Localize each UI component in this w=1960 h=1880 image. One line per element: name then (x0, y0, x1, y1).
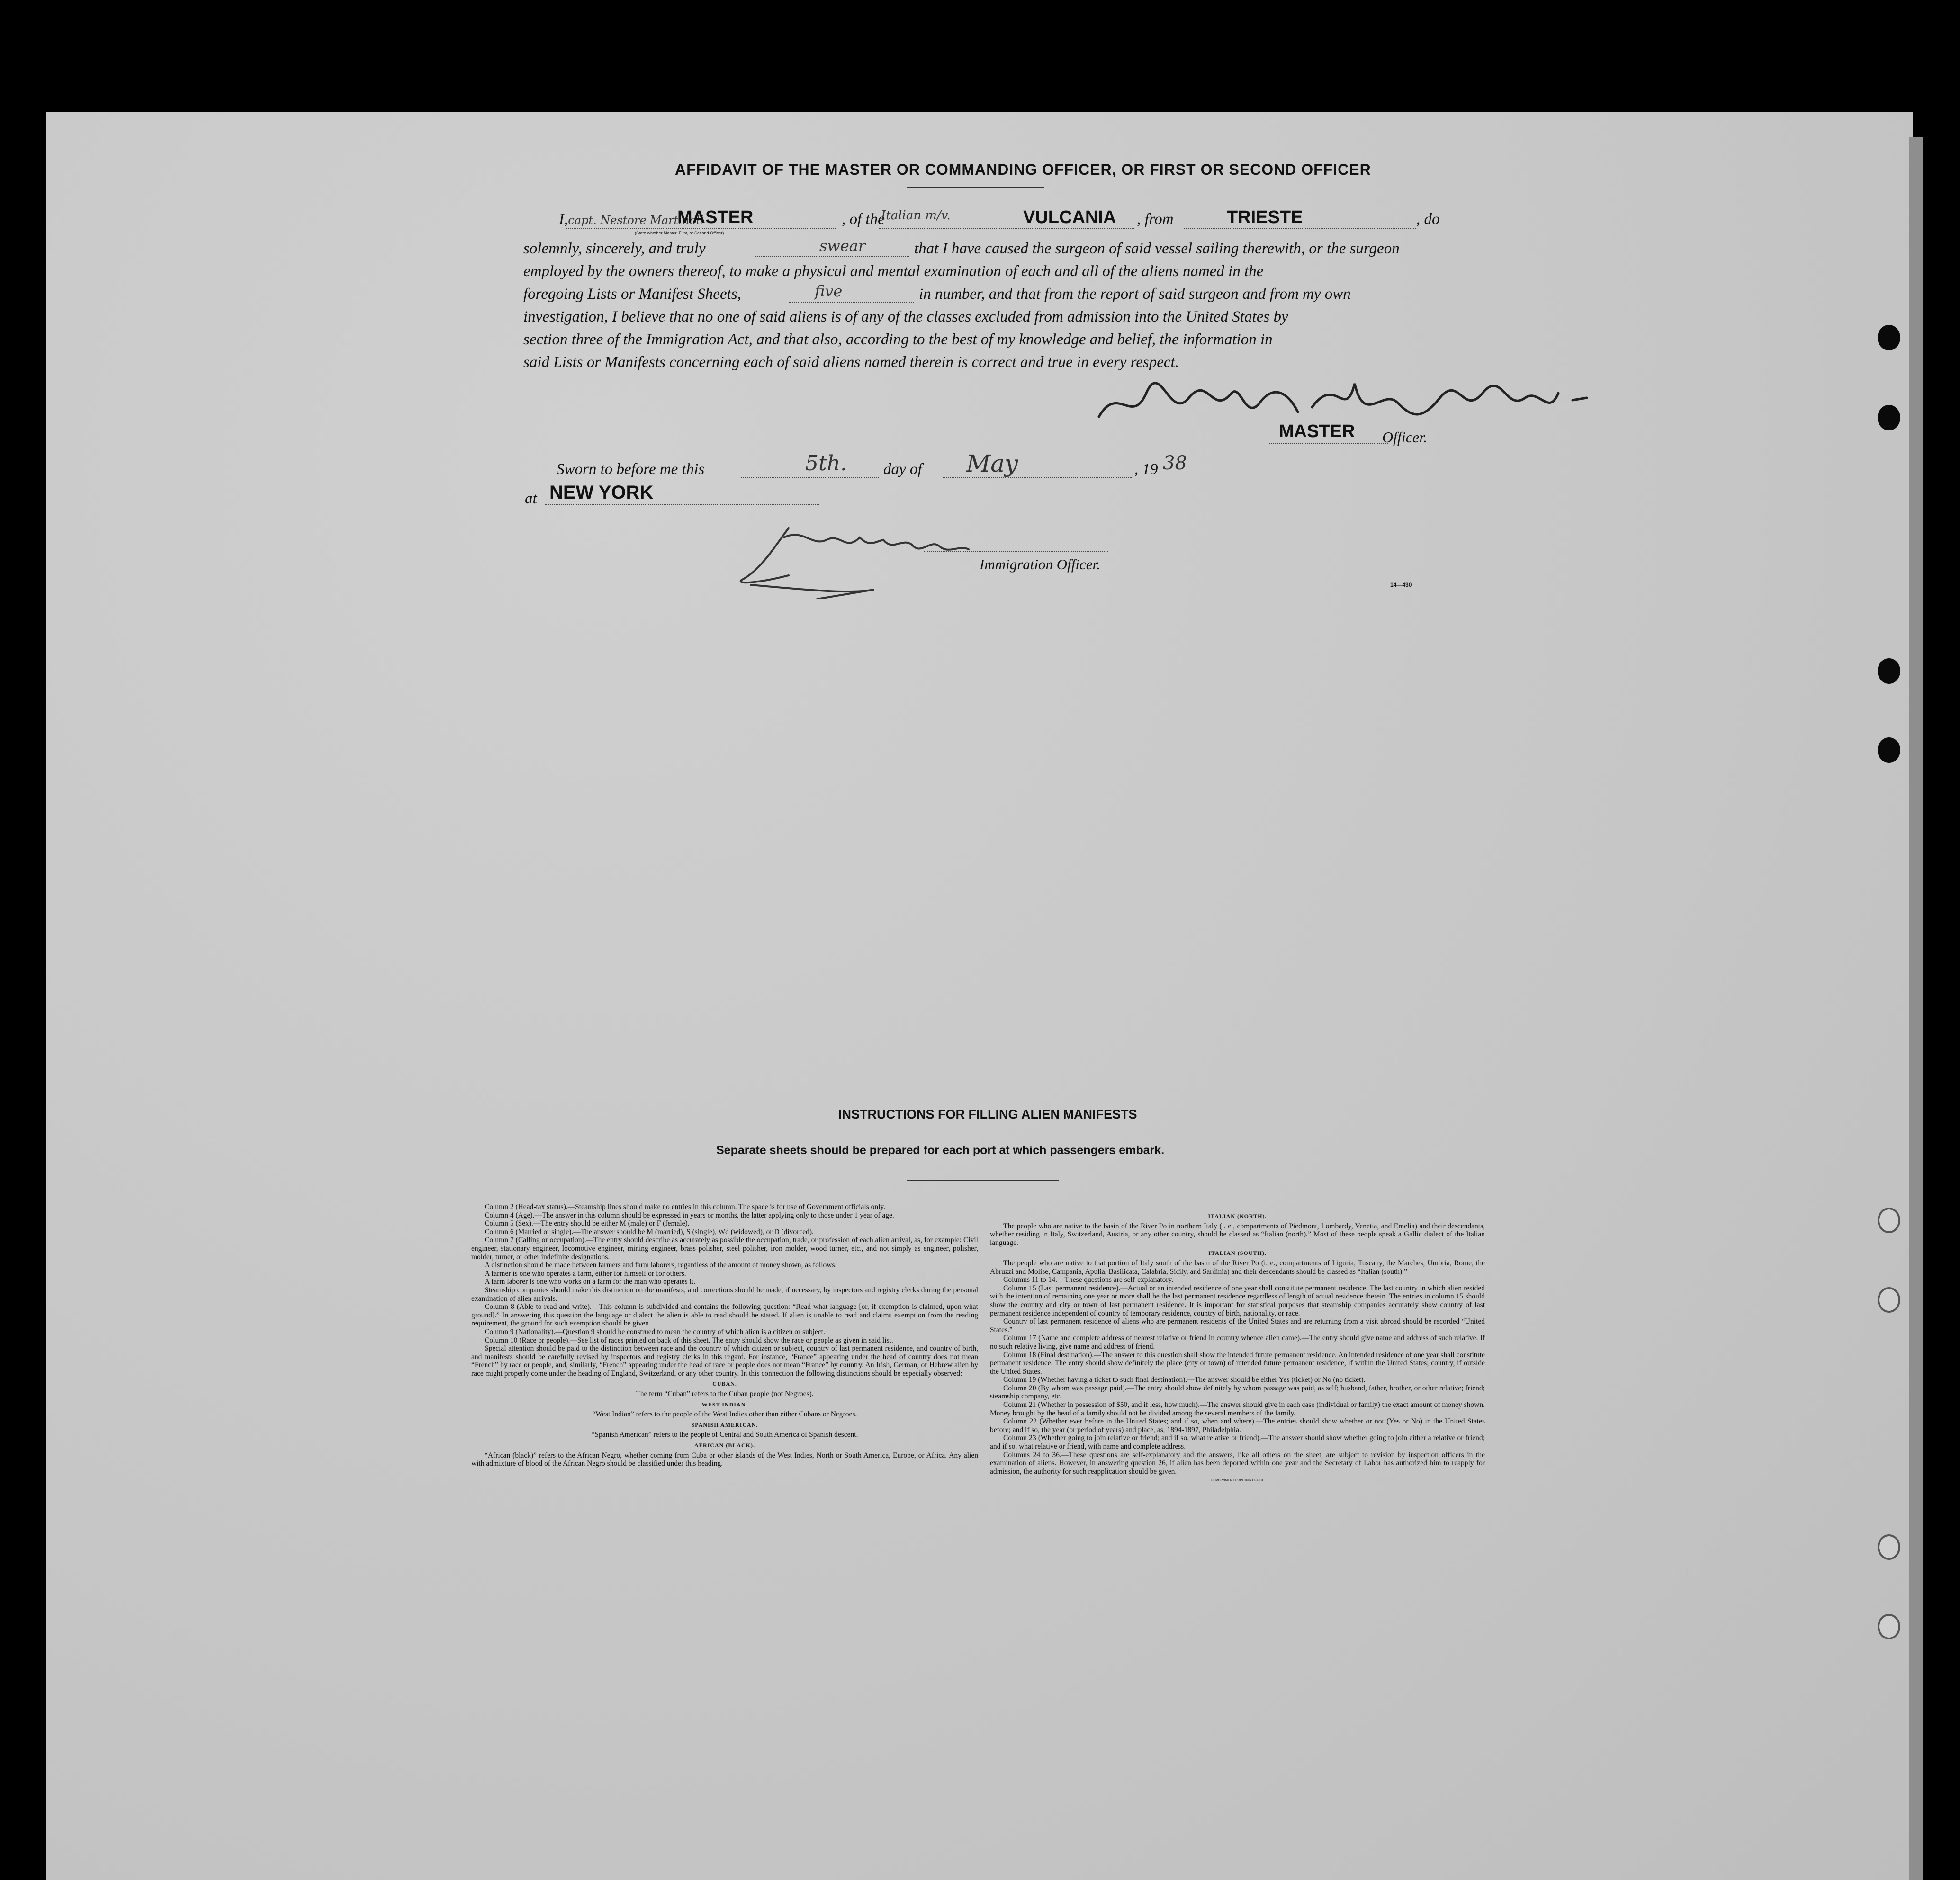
instructions-rule (907, 1180, 1059, 1181)
binder-hole (1878, 325, 1900, 350)
instruction-paragraph: “African (black)” refers to the African Negro, whether coming from Cuba or other islands of the West Indies, North or South America, Europe, or Africa. Any alien with admixture of blood of the African Negro should be classified under this heading. (471, 1451, 978, 1468)
instructions-title: INSTRUCTIONS FOR FILLING ALIEN MANIFESTS (838, 1107, 1137, 1121)
name-field-line (566, 228, 836, 229)
binder-hole (1878, 737, 1900, 763)
affidavit-line-6: section three of the Immigration Act, and that also, according to the best of my knowledge and belief, the information in (523, 331, 1273, 348)
instruction-paragraph: Column 19 (Whether having a ticket to such final destination).—The answer should be either Yes (ticket) or No (no ticket). (1003, 1376, 1366, 1384)
at-word: at (525, 490, 537, 507)
instruction-paragraph: The people who are native to the basin of the River Po in northern Italy (i. e., compartments of Piedmont, Lombardy, Venetia, and Emelia) and their descendants, whether residing in Italy, Switzerland, Austria, or any other country, should be classed as “Italian (north).” Most of these people speak a Gallic dialect of the Italian language. (990, 1222, 1485, 1247)
rank-note: (State whether Master, First, or Second Officer) (635, 231, 724, 235)
instruction-paragraph: “Spanish American” refers to the people of Central and South America of Spanish descent. (591, 1431, 858, 1439)
year-prefix: , 19 (1134, 461, 1158, 478)
instruction-paragraph: Column 6 (Married or single).—The answer should be M (married), S (single), Wd (widowed), or D (divorced). (485, 1227, 814, 1236)
officer-name: capt. Nestore Martinoli (568, 214, 704, 227)
sworn-day: 5th. (805, 451, 847, 475)
binder-hole (1878, 658, 1900, 684)
affidavit-line-5: investigation, I believe that no one of said aliens is of any of the classes excluded from admission into the United States by (523, 308, 1288, 325)
officer-field-line (924, 551, 1108, 552)
binder-hole (1878, 1208, 1900, 1233)
officer-rank: MASTER (677, 207, 754, 227)
rank-field-line (1269, 443, 1388, 444)
section-heading-italian-north: ITALIAN (NORTH). (1208, 1213, 1267, 1219)
instruction-paragraph: Country of last permanent residence of aliens who are permanent residents of the United States and are returning from a visit abroad should be recorded “United States.” (990, 1317, 1485, 1334)
oath-word: swear (819, 237, 866, 255)
port-field-line (1184, 228, 1416, 229)
affidavit-line-3: employed by the owners thereof, to make a physical and mental examination of each and all of the aliens named in the (523, 263, 1264, 280)
instruction-paragraph: Column 4 (Age).—The answer in this column should be expressed in years or months, the latter applying only to those under 1 year of age. (485, 1211, 894, 1219)
do-word: , do (1416, 211, 1440, 228)
from-word: , from (1137, 211, 1174, 228)
instruction-paragraph: Columns 11 to 14.—These questions are self-explanatory. (1003, 1276, 1174, 1284)
instruction-paragraph: Column 2 (Head-tax status).—Steamship lines should make no entries in this column. The space is for use of Government officials only. (485, 1203, 886, 1211)
instruction-paragraph: “West Indian” refers to the people of the West Indies other than either Cubans or Negroes. (592, 1410, 857, 1419)
instruction-paragraph: A farmer is one who operates a farm, either for himself or for others. (485, 1269, 686, 1278)
vessel-prefix: Italian m/v. (881, 208, 951, 223)
instruction-paragraph: Special attention should be paid to the distinction between race and the country of which citizen or subject, country of last permanent residence, and country of birth, and manifests should be carefully revised by inspectors and registry clerks in this regard. For instance, “France” appearing under the head of country does not mean “French” by race or people, and, similarly, “French” appearing under the head of race or people does not mean “France” by country. An Irish, German, or Hebrew alien by race might properly come under the heading of England, Switzerland, or any other country. In this connection the following distinctions should be especially observed: (471, 1344, 978, 1378)
oath-field-line (755, 256, 909, 257)
instruction-paragraph: The term “Cuban” refers to the Cuban people (not Negroes). (636, 1390, 814, 1398)
affidavit-line-2b: that I have caused the surgeon of said vessel sailing therewith, or the surgeon (914, 240, 1400, 257)
sworn-month: May (966, 450, 1018, 477)
instruction-paragraph: Column 8 (Able to read and write).—This column is subdivided and contains the following question: “Read what language [or, if exemption is claimed, upon what ground].” In answering this question the language or dialect the alien is able to read should be stated. If alien is unable to read and claims exemption from the reading requirement, the ground for such exemption should be given. (471, 1303, 978, 1328)
binder-hole (1878, 1534, 1900, 1560)
instruction-paragraph: Column 17 (Name and complete address of nearest relative or friend in country whence alien came).—The entry should give name and address of such relative. If no such relative living, give name and address of friend. (990, 1334, 1485, 1351)
section-heading-italian-south: ITALIAN (SOUTH). (1208, 1250, 1267, 1257)
instruction-paragraph: Column 9 (Nationality).—Question 9 should be construed to mean the country of which alien is a citizen or subject. (485, 1327, 825, 1336)
vessel-name: VULCANIA (1023, 207, 1116, 227)
sworn-text: Sworn to before me this (557, 461, 705, 478)
instruction-paragraph: Column 20 (By whom was passage paid).—The entry should show definitely by whom passage was paid, as self; husband, father, brother, or other relative; friend; steamship company, etc. (990, 1384, 1485, 1401)
section-heading-west-indian: WEST INDIAN. (701, 1401, 748, 1408)
instruction-paragraph: Column 10 (Race or people).—See list of races printed on back of this sheet. The entry should show the race or people as given in said list. (485, 1336, 893, 1344)
binder-hole (1878, 405, 1900, 430)
instruction-paragraph: Steamship companies should make this distinction on the manifests, and corrections should be made, if necessary, by inspectors and registry clerks during the personal examination of alien arrivals. (471, 1286, 978, 1303)
affidavit-line-4b: in number, and that from the report of said surgeon and from my own (919, 286, 1351, 303)
instruction-paragraph: Column 5 (Sex).—The entry should be either M (male) or F (female). (485, 1219, 690, 1228)
title-rule (907, 187, 1044, 188)
month-field-line (943, 477, 1132, 478)
instruction-paragraph: Column 18 (Final destination).—The answer to this question shall show the intended future permanent residence. An intended residence of one year shall constitute permanent residence. The entry should show definitely the place (city or town) of intended future permanent residence, if within the United States; country, if outside the United States. (990, 1351, 1485, 1376)
vessel-field-line (879, 228, 1134, 229)
instructions-subtitle: Separate sheets should be prepared for each port at which passengers embark. (716, 1144, 1165, 1157)
section-heading-spanish-american: SPANISH AMERICAN. (691, 1421, 758, 1428)
day-of-text: day of (883, 461, 922, 478)
count-field-line (789, 302, 914, 303)
instruction-paragraph: Column 22 (Whether ever before in the United States; and if so, when and where).—The entries should show whether or not (Yes or No) in the United States before; and if so, the year (or period of years) and place, as, 1894-1897, Philadelphia. (990, 1417, 1485, 1434)
place-name: NEW YORK (549, 482, 654, 503)
instruction-paragraph: The people who are native to that portion of Italy south of the basin of the River Po (i. e., compartments of Liguria, Tuscany, the Marches, Umbria, Rome, the Abruzzi and Molise, Campania, Apulia, Basilicata, Calabria, Sicily, and Sardinia) and their descendants should be classed as “Italian (south).” (990, 1259, 1485, 1276)
section-heading-african: AFRICAN (BLACK). (694, 1442, 755, 1449)
instruction-paragraph: Columns 24 to 36.—These questions are self-explanatory and the answers, like all others on the sheet, are subject to revision by inspection officers in the examination of aliens. However, in answering question 26, if alien has been deported within one year and the Secretary of Labor has authorized him to reapply for admission, the authority for such reapplication should be given. (990, 1450, 1485, 1476)
affidavit-line-7: said Lists or Manifests concerning each of said aliens named therein is correct and true in every respect. (523, 354, 1179, 371)
port-name: TRIESTE (1227, 207, 1303, 227)
instructions-left-column (471, 1203, 978, 1468)
instruction-paragraph: A distinction should be made between farmers and farm laborers, regardless of the amount of money shown, as follows: (485, 1261, 837, 1270)
signature-officer-label: Officer. (1382, 429, 1428, 446)
sheet-count: five (815, 282, 843, 300)
affidavit-title: AFFIDAVIT OF THE MASTER OR COMMANDING OFFICER, OR FIRST OR SECOND OFFICER (675, 161, 1371, 178)
printer-imprint: GOVERNMENT PRINTING OFFICE (1210, 1479, 1265, 1483)
section-heading-cuban: CUBAN. (712, 1380, 737, 1388)
immigration-officer-signature (732, 519, 978, 599)
instruction-paragraph: Column 7 (Calling or occupation).—The entry should describe as accurately as possible the occupation, trade, or profession of each alien arrival, as, for example: Civil engineer, stationary engineer, locomotive engineer, mining engineer, brass polisher, steel polisher, iron molder, wood turner, etc., and not simply as engineer, polisher, molder, turner, or other indefinite designations. (471, 1236, 978, 1261)
i-prefix: I, (559, 211, 568, 228)
instruction-paragraph: A farm laborer is one who works on a farm for the man who operates it. (485, 1278, 696, 1286)
signature-rank: MASTER (1279, 421, 1355, 441)
day-field-line (741, 477, 879, 478)
binder-hole (1878, 1614, 1900, 1639)
of-the: , of the (842, 211, 885, 228)
form-number: 14—430 (1390, 582, 1412, 588)
place-field-line (545, 504, 819, 505)
instruction-paragraph: Column 23 (Whether going to join relative or friend; and if so, what relative or friend).—The answer should show whether going to join either a relative or friend; and if so, what relative or friend, with name and complete address. (990, 1434, 1485, 1451)
binder-hole (1878, 1287, 1900, 1313)
instruction-paragraph: Column 21 (Whether in possession of $50, and if less, how much).—The answer should give in each case (individual or family) the exact amount of money shown. Money brought by the head of a family should not be divided among the several members of the family. (990, 1401, 1485, 1417)
affidavit-line-4a: foregoing Lists or Manifest Sheets, (523, 286, 741, 303)
instructions-right-column (990, 1210, 1485, 1485)
manifest-sheet (46, 112, 1913, 1880)
instruction-paragraph: Column 15 (Last permanent residence).—Actual or an intended residence of one year shall constitute permanent residence. The last country in which alien resided with the intention of remaining one year or more shall be the last permanent residence regardless of length of actual residence therein. The entries in column 15 should show the country and city or town of last permanent residence. It is important for statistical purposes that steamship companies accurately show country of last permanent residence independent of country of temporary residence, country of birth, nationality, or race. (990, 1284, 1485, 1317)
page-edge (1909, 137, 1923, 1880)
immigration-officer-label: Immigration Officer. (980, 556, 1100, 573)
affidavit-line-2a: solemnly, sincerely, and truly (523, 240, 706, 257)
sworn-year: 38 (1163, 452, 1187, 474)
